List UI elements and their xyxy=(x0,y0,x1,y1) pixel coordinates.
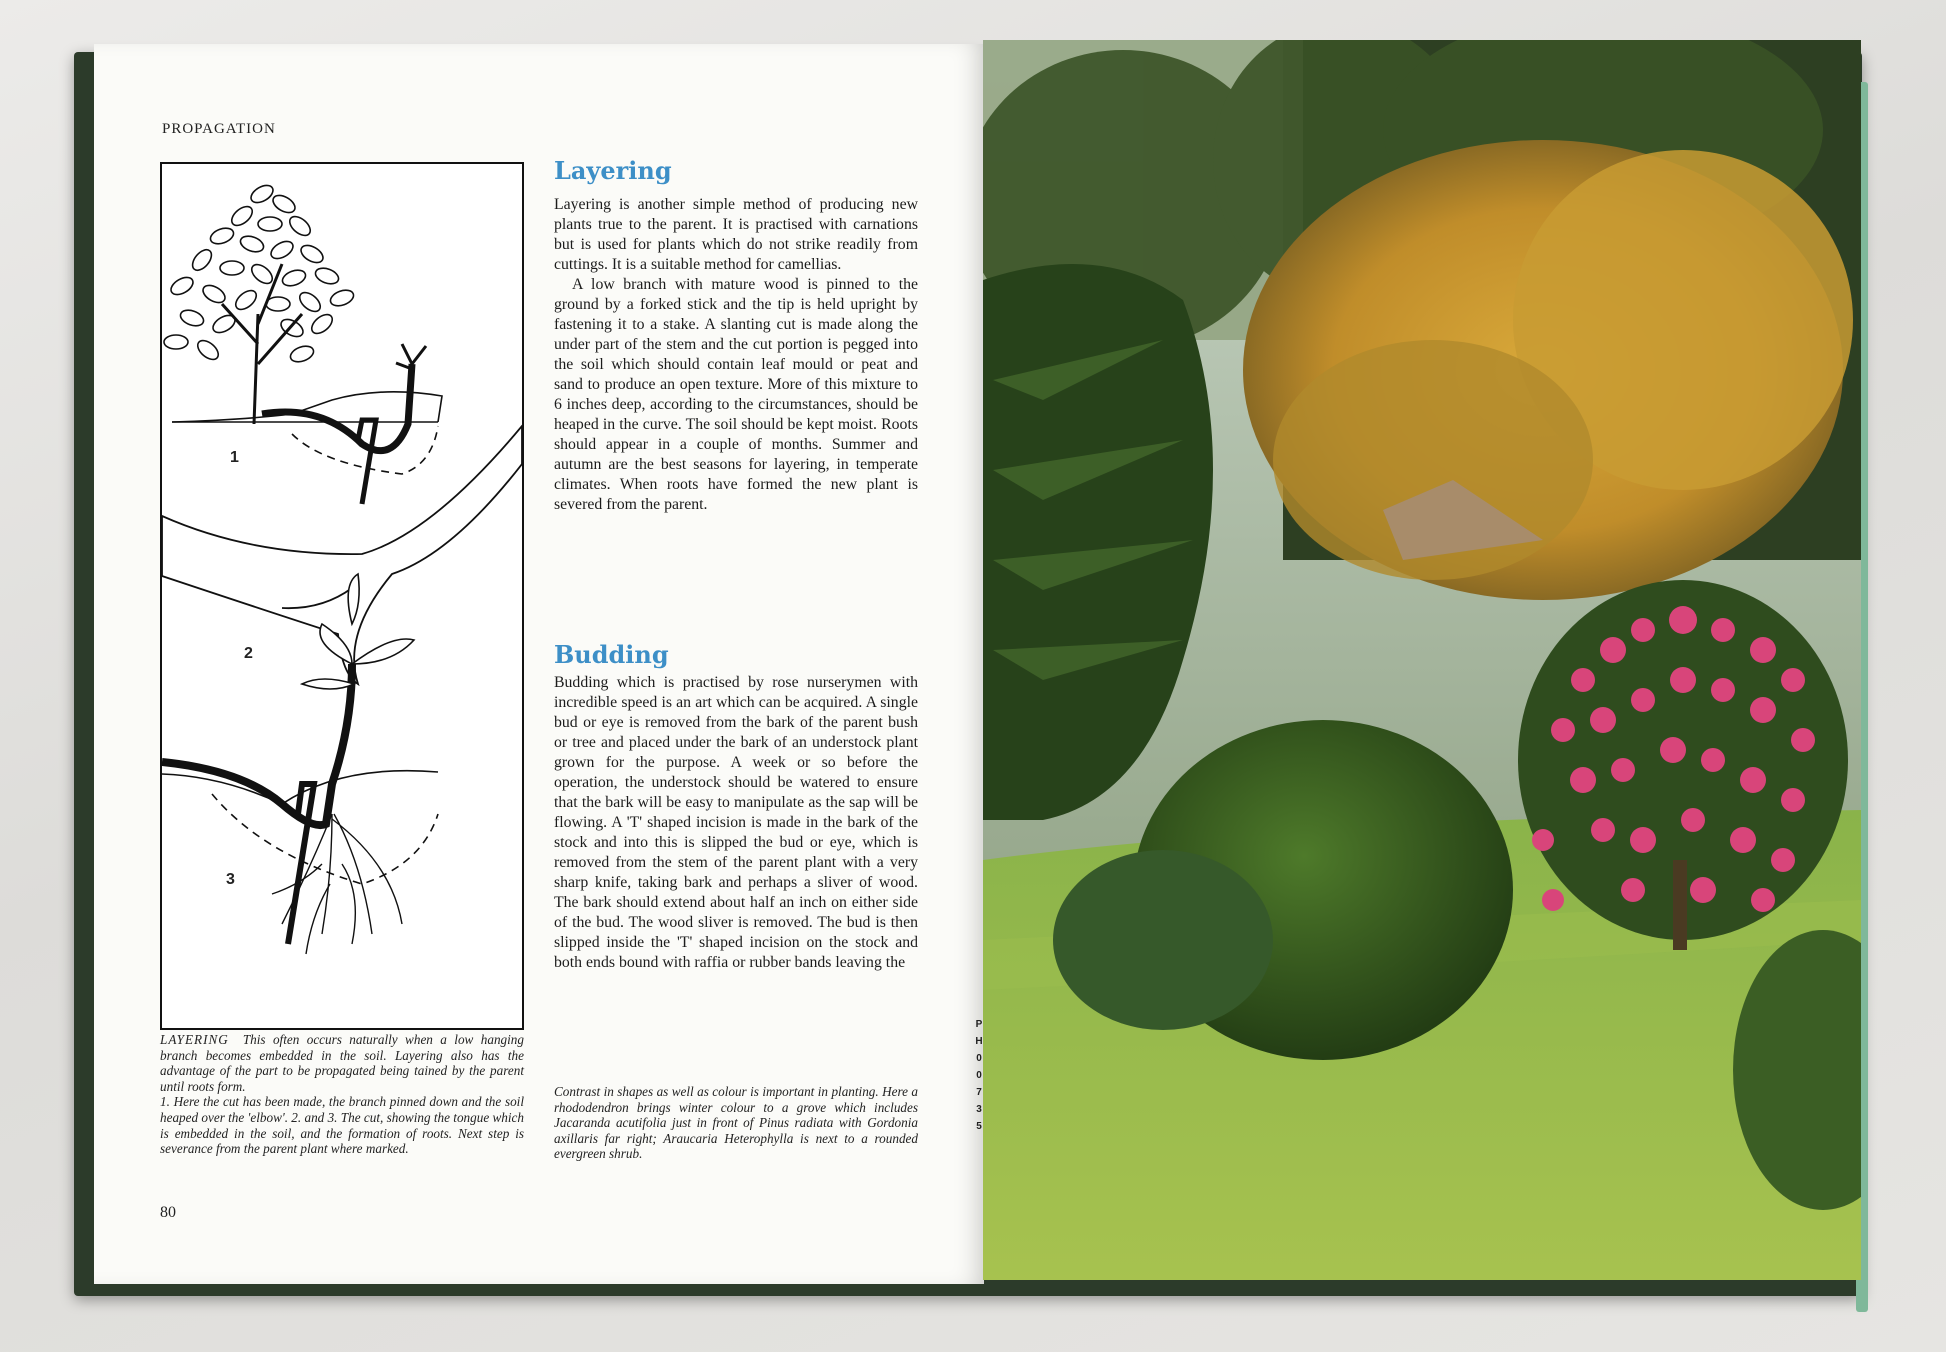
layering-paragraph-2: A low branch with mature wood is pinned to the ground by a forked stick and the tip is held upright by fastening it to a stake. A slanting cut is made along the under part of the stem and the cut portion is pegged into the soil which should contain leaf mould or peat and sand to produce an open texture. More of this mixture to 6 inches deep, according to the circumstances, should be heaped in the curve. The soil should be kept moist. Roots should appear in a couple of months. Summer and autumn are the best seasons for layering, in temperate climates. When roots have formed the new plant is severed from the parent. xyxy=(554,276,918,513)
photo-code-char: 0 xyxy=(976,1070,982,1081)
photo-code-char: P xyxy=(975,1019,983,1030)
caption-detail: 1. Here the cut has been made, the branch pinned down and the soil heaped over the 'elbow'. 2. and 3. The cut, showing the tongue which is embedded in the soil, and the formation of roots. Next step is severance from the parent plant where marked. xyxy=(160,1094,524,1157)
caption-text: This often occurs naturally when a low hanging branch becomes embedded in the soil. Layering also has the advantage of the part to be propagated being tained by the parent until roots form. xyxy=(160,1032,524,1094)
photo-code-char: 3 xyxy=(976,1104,982,1115)
layering-section xyxy=(554,156,918,515)
caption-lead: LAYERING xyxy=(160,1032,229,1047)
photo-code-char: H xyxy=(975,1036,983,1047)
budding-section xyxy=(554,640,918,973)
photo-caption: Contrast in shapes as well as colour is important in planting. Here a rhododendron brings winter colour to a grove which includes Jacaranda acutifolia just in front of Pinus radiata with Gordonia axillaris far right; Araucaria Heterophylla is next to a rounded evergreen shrub. xyxy=(554,1084,918,1162)
figure-number-3: 3 xyxy=(226,871,235,888)
photo-code-char: 7 xyxy=(976,1087,982,1098)
layering-heading: Layering xyxy=(554,156,672,185)
layering-diagram xyxy=(162,164,522,1028)
page-number: 80 xyxy=(160,1204,176,1221)
garden-photo-art xyxy=(983,40,1861,1280)
figure-3-roots xyxy=(162,574,438,954)
budding-heading: Budding xyxy=(554,640,669,669)
left-page xyxy=(94,44,984,1284)
garden-photograph xyxy=(983,40,1861,1280)
figure-number-1: 1 xyxy=(230,449,239,466)
photo-code-char: 5 xyxy=(976,1121,982,1132)
budding-paragraph-1: Budding which is practised by rose nurserymen with incredible speed is an art which can be acquired. A single bud or eye is removed from the bark of the parent bush or tree and placed under the bark of an understock plant grown for the purpose. A week or so before the operation, the understock should be watered to ensure that the bark will be easy to manipulate as the sap will be flowing. A 'T' shaped incision is made in the bark of the stock and into this is slipped the bud or eye, which is removed from the stem of the parent plant with a very sharp knife, taking bark and perhaps a sliver of wood. The bark should extend about half an inch on either side of the bud. The wood sliver is removed. The bud is then slipped inside the 'T' shaped incision on the stock and both ends bound with raffia or rubber bands leaving the xyxy=(554,674,918,971)
figure-caption xyxy=(160,1032,524,1157)
tree-foliage xyxy=(164,182,356,365)
figure-number-2: 2 xyxy=(244,645,253,662)
photo-code-char: 0 xyxy=(976,1053,982,1064)
running-head: PROPAGATION xyxy=(162,121,276,137)
layering-illustration xyxy=(160,162,524,1030)
figure-1-tree xyxy=(164,182,442,504)
layering-paragraph-1: Layering is another simple method of producing new plants true to the parent. It is practised with carnations but is used for plants which do not strike readily from cuttings. It is a suitable method for camellias. xyxy=(554,196,918,273)
